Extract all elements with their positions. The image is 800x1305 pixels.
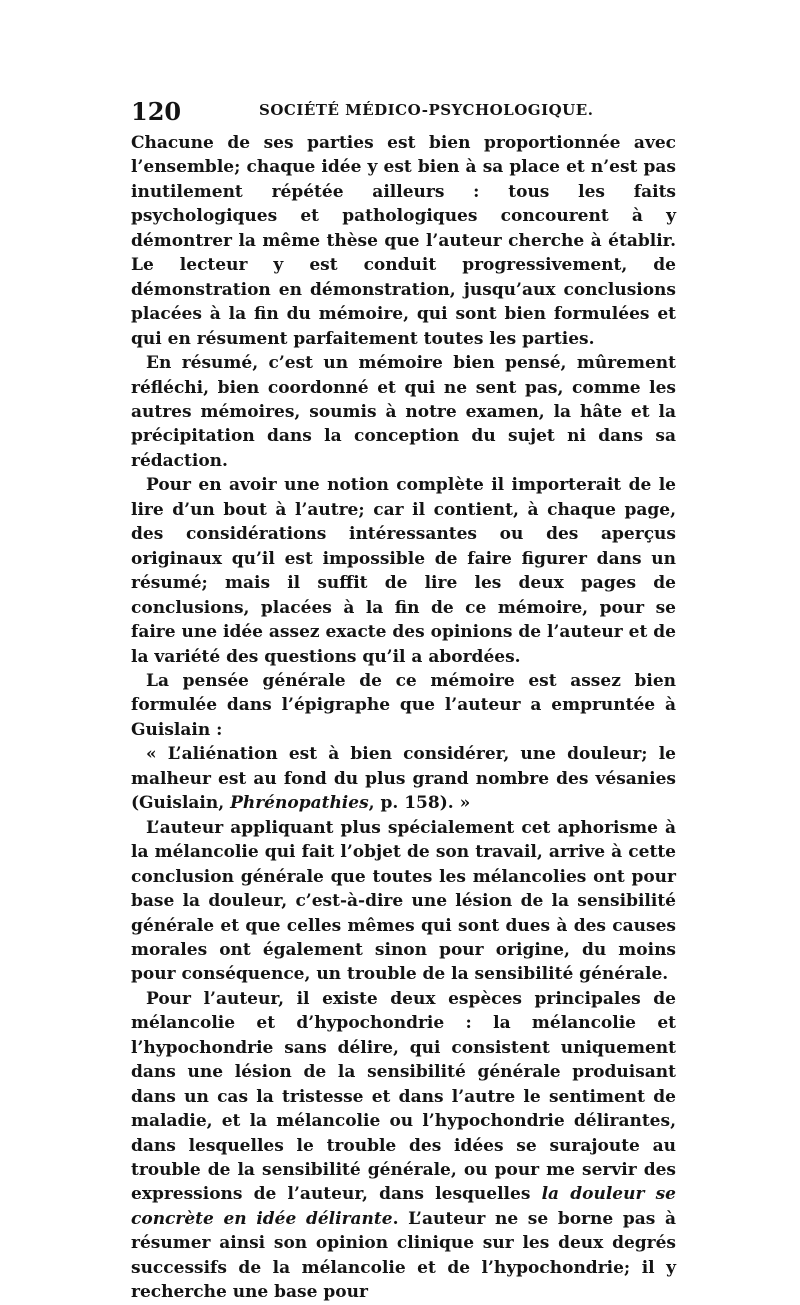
paragraph-7	[131, 987, 676, 1305]
paragraph-3	[131, 473, 676, 669]
text-run: Chacune de ses parties est bien proportionnée avec l’ensemble; chaque idée y est bien à sa place et n’est pas inutilement répétée ailleurs : tous les faits psychologiques et pathologiques concourent à y démontrer la même thèse que l’auteur cherche à établir. Le lecteur y est conduit progressivement, de démonstration en démonstration, jusqu’aux conclusions placées à la fin du mémoire, qui sont bien formulées et qui en résument parfaitement toutes les parties.	[131, 133, 676, 349]
text-run: « L’aliénation est à bien considérer, une douleur; le malheur est au fond du plus grand nombre des vésanies (Guislain,	[131, 744, 676, 814]
text-run: La pensée générale de ce mémoire est assez bien formulée dans l’épigraphe que l’auteur a empruntée à Guislain :	[131, 670, 676, 740]
text-run: Pour l’auteur, il existe deux espèces principales de mélancolie et d’hypochondrie : la mélancolie et l’hypochondrie sans délire, qui consistent uniquement dans une lésion de la sensibilité générale produisant dans un cas la tristesse et dans l’autre le sentiment de maladie, et la mélancolie ou l’hypochondrie délirantes, dans lesquelles le trouble des idées se surajoute au trouble de la sensibilité générale, ou pour me servir des expressions de l’auteur, dans lesquelles	[131, 988, 676, 1205]
page-header	[131, 97, 676, 127]
page-number: 120	[131, 97, 182, 126]
running-head: SOCIÉTÉ MÉDICO-PSYCHOLOGIQUE.	[259, 101, 594, 119]
paragraph-6	[131, 816, 676, 987]
paragraph-2	[131, 351, 676, 473]
text-run: , p. 158). »	[368, 793, 471, 814]
text-run: Pour en avoir une notion complète il importerait de le lire d’un bout à l’autre; car il contient, à chaque page, des considérations intéressantes ou des aperçus originaux qu’il est impossible de faire figurer dans un résumé; mais il suffit de lire les deux pages de conclusions, placées à la fin de ce mémoire, pour se faire une idée assez exacte des opinions de l’auteur et de la variété des questions qu’il a abordées.	[131, 475, 676, 667]
text-run: En résumé, c’est un mémoire bien pensé, mûrement réfléchi, bien coordonné et qui ne sent pas, comme les autres mémoires, soumis à notre examen, la hâte et la précipitation dans la conception du sujet ni dans sa rédaction.	[131, 353, 676, 471]
paragraph-4	[131, 669, 676, 742]
paragraph-5-quotation	[131, 742, 676, 815]
text-run: . L’auteur ne se borne pas à résumer ainsi son opinion clinique sur les deux degrés successifs de la mélancolie et de l’hypochondrie; il y recherche une base pour	[131, 1208, 676, 1303]
body-text	[131, 131, 676, 1305]
paragraph-1	[131, 131, 676, 351]
italic-text: Phrénopathies	[230, 793, 369, 814]
italic-text: la douleur se concrète en idée délirante	[131, 1184, 676, 1229]
text-run: L’auteur appliquant plus spécialement cet aphorisme à la mélancolie qui fait l’objet de son travail, arrive à cette conclusion générale que toutes les mélancolies ont pour base la douleur, c’est-à-dire une lésion de la sensibilité générale et que celles mêmes qui sont dues à des causes morales ont également sinon pour origine, du moins pour conséquence, un trouble de la sensibilité générale.	[131, 817, 676, 985]
